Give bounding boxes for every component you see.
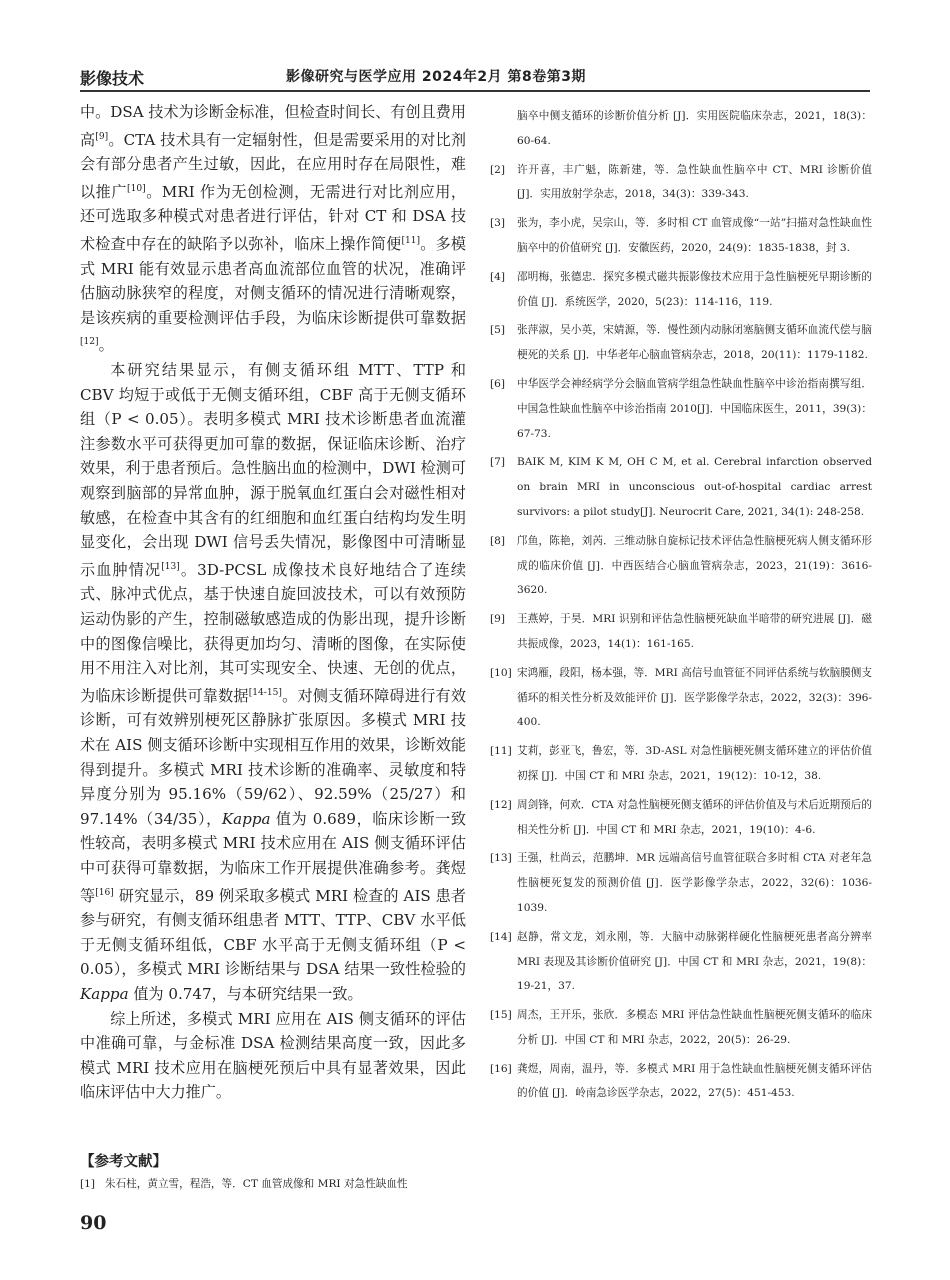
running-header [80,64,870,92]
reference-number: [12] [490,798,512,811]
reference-2 [490,158,872,208]
reference-number: [16] [490,1062,512,1075]
paragraph-2: 本研究结果显示，有侧支循环组 MTT、TTP 和 CBV 均短于或低于无侧支循环组，CBF 高于无侧支循环组（P < 0.05）。表明多模式 MRI 技术诊断患者血流灌注参数水平可获得更加可靠的数据，保证临床诊断、治疗效果，利于患者预后。急性脑出血的检测中，DWI 检测可观察到脑部的异常血肿，源于脱氧血红蛋白会对磁性相对敏感，在检查中其含有的红细胞和血红蛋白结构均发生明显变化，会出现 DWI 信号丢失情况，影像图中可清晰显示血肿情况[13]。3D-PCSL 成像技术良好地结合了连续式、脉冲式优点，基于快速自旋回波技术，可以有效预防运动伪影的产生，控制磁敏感造成的伪影出现，提升诊断中的图像信噪比，获得更加均匀、清晰的图像，在实际使用不用注入对比剂，其可实现安全、快速、无创的优点，为临床诊断提供可靠数据[14-15]。对侧支循环障碍进行有效诊断，可有效辨别梗死区静脉扩张原因。多模式 MRI 技术在 AIS 侧支循环诊断中实现相互作用的效果，诊断效能得到提升。多模式 MRI 技术诊断的准确率、灵敏度和特异度分别为 95.16%（59/62）、92.59%（25/27）和 97.14%（34/35），Kappa 值为 0.689，临床诊断一致性较高，表明多模式 MRI 技术应用在 AIS 侧支循环评估中可获得可靠数据，为临床工作开展提供准确参考。龚煜等[16] 研究显示，89 例采取多模式 MRI 检查的 AIS 患者参与研究，有侧支循环组患者 MTT、TTP、CBV 水平低于无侧支循环组低，CBF 水平高于无侧支循环组（P < 0.05），多模式 MRI 诊断结果与 DSA 结果一致性检验的 Kappa 值为 0.747，与本研究结果一致。 [80,361,466,1003]
reference-number: [15] [490,1009,512,1022]
reference-number: [9] [490,613,506,626]
citation: [14-15] [248,687,282,698]
citation: [16] [95,887,114,898]
reference-text: 赵静，常文龙，刘永刚，等．大脑中动脉粥样硬化性脑梗死患者高分辨率 MRI 表现及其诊断价值研究 [J]．中国 CT 和 MRI 杂志，2021，19(8)：19-21，37. [517,930,872,993]
reference-text: 邵明梅，张德忠．探究多模式磁共振影像技术应用于急性脑梗死早期诊断的价值 [J]．系统医学，2020，5(23)：114-116，119. [517,270,872,308]
reference-1-continued [490,104,872,154]
reference-number: [2] [490,163,506,176]
reference-text: 中华医学会神经病学分会脑血管病学组急性缺血性脑卒中诊治指南撰写组．中国急性缺血性脑卒中诊治指南 2010[J]．中国临床医生，2011，39(3)：67-73. [517,377,872,440]
reference-text: 宋鸿雁，段阳，杨本强，等．MRI 高信号血管征不同评估系统与软脑膜侧支循环的相关性分析及效能评价 [J]．医学影像学杂志，2022，32(3)：396-400. [517,666,872,729]
page-number: 90 [80,1212,107,1234]
citation: [13] [161,561,180,572]
reference-number: [8] [490,534,506,547]
reference-number: [13] [490,852,512,865]
reference-text: 王燕婷，于昊．MRI 识别和评估急性脑梗死缺血半暗带的研究进展 [J]．磁共振成像，2023，14(1)：161-165. [517,613,872,650]
reference-text: 许开喜，丰广魁，陈新建，等．急性缺血性脑卒中 CT、MRI 诊断价值 [J]．实用放射学杂志，2018，34(3)：339-343. [517,163,872,201]
reference-text: 脑卒中侧支循环的诊断价值分析 [J]．实用医院临床杂志，2021，18(3)：60-64. [517,110,872,147]
citation: [10] [127,183,146,194]
reference-number: [5] [490,324,506,337]
citation: [11] [401,236,421,247]
reference-text: BAIK M, KIM K M, OH C M, et al. Cerebral infarction observed on brain MRI in unconscious out-of-hospital cardiac arrest survivors: a pilot study[J]. Neurocrit Care, 2021, 34(1): 248-258. [517,456,872,518]
reference-4 [490,265,872,315]
references-column [490,104,872,1110]
reference-12 [490,793,872,843]
reference-text: 艾莉，彭亚飞，鲁宏，等．3D-ASL 对急性脑梗死侧支循环建立的评估价值初探 [J]．中国 CT 和 MRI 杂志，2021，19(12)：10-12，38. [517,745,872,782]
reference-number: [14] [490,930,512,943]
reference-number: [6] [490,377,506,390]
reference-number: [3] [490,217,506,230]
reference-15 [490,1003,872,1053]
reference-text: 张萍淑，吴小英，宋婧源，等．慢性颈内动脉闭塞脑侧支循环血流代偿与脑梗死的关系 [J]．中华老年心脑血管病杂志，2018，20(11)：1179-1182. [517,324,872,362]
reference-text: 朱石柱，黄立雪，程浩，等．CT 血管成像和 MRI 对急性缺血性 [105,1178,408,1190]
reference-5 [490,318,872,368]
reference-1 [80,1176,472,1193]
reference-7 [490,450,872,524]
reference-11 [490,739,872,789]
paragraph-3: 综上所述，多模式 MRI 应用在 AIS 侧支循环的评估中准确可靠，与金标准 DSA 检测结果高度一致，因此多模式 MRI 技术应用在脑梗死预后中具有显著效果，因此临床评估中大力推广。 [80,1009,466,1102]
reference-6 [490,372,872,446]
section-label: 影像技术 [80,69,145,88]
reference-8 [490,529,872,603]
reference-10 [490,661,872,735]
journal-info: 影像研究与医学应用 2024年2月 第8卷第3期 [286,69,586,85]
reference-13 [490,846,872,920]
citation: [9] [95,131,109,142]
reference-16 [490,1057,872,1107]
reference-number: [11] [490,745,512,758]
reference-text: 张为，李小虎，吴宗山，等．多时相 CT 血管成像“一站”扫描对急性缺血性脑卒中的价值研究 [J]．安徽医药，2020，24(9)：1835-1838，封 3. [517,217,872,254]
references-heading: 【参考文献】 [80,1154,167,1170]
reference-number: [4] [490,270,506,283]
reference-number: [1] [80,1178,96,1190]
reference-text: 邝鱼，陈艳，刘芮．三维动脉自旋标记技术评估急性脑梗死病人侧支循环形成的临床价值 [J]．中西医结合心脑血管病杂志，2023，21(19)：3616-3620. [517,534,872,597]
citation: [12] [80,337,99,348]
reference-text: 龚煜，周南，温丹，等．多模式 MRI 用于急性缺血性脑梗死侧支循环评估的价值 [J]．岭南急诊医学杂志，2022，27(5)：451-453. [517,1062,872,1100]
kappa-term: Kappa [221,809,271,828]
reference-text: 王强，杜尚云，范鹏坤．MR 远端高信号血管征联合多时相 CTA 对老年急性脑梗死复发的预测价值 [J]．医学影像学杂志，2022，32(6)：1036-1039. [517,852,872,914]
body-text-column [80,100,466,1105]
reference-number: [10] [490,666,512,679]
reference-text: 周杰，王开乐，张欣．多模态 MRI 评估急性缺血性脑梗死侧支循环的临床分析 [J]．中国 CT 和 MRI 杂志，2022，20(5)：26-29. [517,1009,872,1046]
kappa-term: Kappa [80,985,129,1003]
reference-9 [490,607,872,657]
reference-3 [490,211,872,261]
reference-14 [490,925,872,999]
paragraph-1: 中。DSA 技术为诊断金标准，但检查时间长、有创且费用高[9]。CTA 技术具有一定辐射性，但是需要采用的对比剂会有部分患者产生过敏，因此，在应用时存在局限性，难以推广[10]。MRI 作为无创检测，无需进行对比剂应用，还可选取多种模式对患者进行评估，针对 CT 和 DSA 技术检查中存在的缺陷予以弥补，临床上操作简便[11]。多模式 MRI 能有效显示患者高血流部位血管的状况，准确评估脑动脉狭窄的程度，对侧支循环的情况进行清晰观察，是该疾病的重要检测评估手段，为临床诊断提供可靠数据[12]。 [80,103,466,355]
reference-number: [7] [490,456,506,469]
reference-text: 周剑锋，何欢．CTA 对急性脑梗死侧支循环的评估价值及与术后近期预后的相关性分析 [J]．中国 CT 和 MRI 杂志，2021，19(10)：4-6. [517,798,872,836]
